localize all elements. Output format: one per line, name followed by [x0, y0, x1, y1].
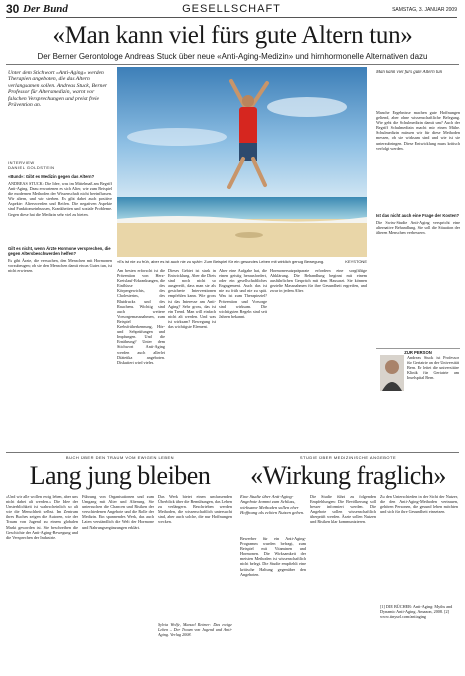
jumping-man-photo — [117, 67, 367, 257]
sidebar-title: Man kann viel fürs gute Altern tun — [376, 70, 442, 75]
answer-1: ANDREAS STUCK: Die Idee, was im Mittelmaß am Begriff Anti-Aging. Dazu erwartenen es sich Alter, wie zum Beispiel die modernen Methoden der Wissenschaft nicht beeinflussen. Wir altern, und wir sterben. Es gibt dabei auch positive Aspekte: Alterswerden und Reifen. Die negativen Aspekte sind Funktionseinbussen, Krankheiten und soziale Probleme. Gegen diese hat die Medizin sehr viel zu bieten. — [8, 181, 112, 217]
byline-name: DANIEL GOLDSTEIN — [8, 165, 55, 170]
article-intro: Unter dem Stichwort «Anti-Aging» werden Therapien angeboten, die das Altern verlangsamen sollen. Andreas Stuck, Berner Professor für Altersmedizin, warnt vor falschen Versprechungen und preist freie Prävention an. — [8, 70, 108, 109]
article2-column-1: «Und wir alle wollen ewig leben, aber uns nicht dabei alt werden.» Die Idee der Unsterblichkeit ist wahrscheinlich so alt wie die Menschheit selbst. Im Zentrum ihres Buches zeigen die Autoren, wie der Traum von Jugend zu einem globalen Markt geworden ist. Sie beschreiben die Geschichte der Anti-Aging-Bewegung und die Versprechen der Industrie. — [6, 494, 78, 540]
byline-label: INTERVIEW — [8, 160, 35, 165]
article2-column-2: Führung von Organisationen und zum Umgang mit Alter und Alterung. Sie untersuchen die Chancen und Risiken der verschiedenen Angebote und die Rolle der Medizin. Ein spannendes Werk, das auch Laien verständlich die Welt der Hormone und Nahrungsergänzungen erklärt. — [82, 494, 154, 530]
person-box-title: ZUR PERSON — [404, 350, 432, 355]
article3-intro: Eine Studie über Anti-Aging-Angebote kommt zum Schluss, wirksame Methoden sollen eher Hoffnung als echten Nutzen geben. — [240, 494, 305, 516]
page-number: 30 — [6, 2, 20, 16]
page-header — [6, 3, 457, 18]
article2-column-3: Das Werk bietet einen umfassenden Überblick über die Bemühungen, das Leben zu verlängern. Beschrieben werden Methoden, die wissenschaftlich untersucht sind, aber auch solche, die nur Hoffnungen wecken. — [158, 494, 232, 525]
photo-caption-text: «Es ist nie zu früh, aber es ist auch nie zu spät»: Zum Beispiel für ein gesundes Leben mit wirklich genug Bewegung. — [117, 259, 325, 264]
author-portrait — [380, 355, 404, 391]
article3-kicker: STUDIE ÜBER MEDIZINISCHE ANGEBOTE — [299, 455, 397, 460]
photo-caption — [117, 259, 367, 264]
question-1: «Bund»: Gibt es Medizin gegen das Altern? — [8, 174, 95, 179]
section-title: GESELLSCHAFT — [182, 3, 281, 15]
issue-date: SAMSTAG, 3. JANUAR 2009 — [392, 7, 457, 13]
article2-kicker: BUCH ÜBER DEN TRAUM VOM EWIGEN LEBEN — [65, 455, 175, 460]
article3-column-3: Zu den Unterschieden in der Sicht der Nutzer, die den Anti-Aging-Methoden vertrauen, gehören Personen, die gesund leben möchten und sich für ihre Gesundheit einsetzen. — [380, 494, 458, 515]
newspaper-name: Der Bund — [23, 3, 68, 15]
sidebar-text-2: Die Swiss-Studie Anti-Aging verspricht eine alternative Behandlung. Sie soll die Situation der älteren Menschen verbessern. — [376, 220, 460, 236]
photo-credit: KEYSTONE — [345, 259, 367, 264]
article2-book-info: Sylvia Wolfe, Manuel Reimer: Das ewige Leben – Der Traum von Jugend und Anti-Aging. Verlag 2008. — [158, 622, 232, 638]
article3-column-2: Die Studie führt zu folgenden Empfehlungen: Die Bevölkerung soll besser informiert werden. Die Angebote sollen wissenschaftlich überprüft werden. Ärzte sollen Nutzen und Risiken klar kommunizieren. — [310, 494, 376, 525]
article-column-3: Dieses Gebiet ist stark in Entwicklung. Aber die Diets sind noch nicht so ausgereift, dass man sie als gesicherte Interventionen empfehlen kann. Wie gross ist das Interesse am Anti-Aging? Sehr gross, das ist ein Trend. Man will einfach nicht alt werden. Und was ist wirksam? Bewegung ist das wichtigste Element. — [168, 268, 216, 330]
article3-column-1: Bewerber für ein Anti-Aging-Programm wurden befragt, zum Beispiel mit Vitaminen und Hormonen. Die Wirksamkeit der meisten Methoden ist wissenschaftlich nicht belegt. Die Studie empfiehlt eine kritische Haltung gegenüber den Angeboten. — [240, 536, 306, 577]
answer-2: Es gibt Ärzte, die versuchen, den Menschen mit Hormonen vorzubeugen; ob sie den Menschen damit etwas Gutes tun, ist nicht erwiesen. — [8, 258, 112, 274]
divider — [6, 64, 459, 65]
article-column-5: Hormonersatzpräparate erfordern eine sorgfältige Abklärung. Die Behandlung beginnt mit einem ausführlichen Gespräch mit dem Hausarzt. Sie können gezielte Massnahmen für ihre Gesundheit ergreifen, und zwar in jedem Alter. — [270, 268, 367, 294]
article2-headline: Lang jung bleiben — [29, 461, 211, 490]
person-box-text: Andreas Stuck ist Professor für Geriatrie an der Universität Bern. Er leitet die universitäre Klinik für Geriatrie am Inselspital Bern. — [407, 355, 459, 381]
question-2: Gilt es nicht, wenn Ärzte Hormone versprechen, die gegen Altersbeschwerden helfen? — [8, 246, 111, 256]
sidebar-text: Manche Ergebnisse machen gute Hoffnungen geltend, aber ohne wissenschaftliche Belegung. Wie geht die Schulmedizin damit um? Auch der Begriff Schulmedizin macht mir einen Mühe. Schulmedizin müssen wir für diese Methoden messen, ob sie wirksam sind und wie ist sie unterzubringen. Diese Entwicklung muss kritisch verfolgt werden. — [376, 110, 460, 151]
article-column-4: Aber eine Aufgabe hat, die einen geistig herausfordert, oder ein gesellschaftliches Engagement. Auch das ist nie zu früh und nie zu spät. Was ist zum Therapieziel? Prävention und Vorsorge sind wirksam. Die wichtigsten Regeln sind seit Jahren bekannt. — [219, 268, 267, 319]
main-headline: «Man kann viel fürs gute Altern tun» — [52, 22, 413, 49]
sidebar-question: Ist das nicht auch eine Frage der Kosten? — [376, 213, 460, 218]
article3-headline: «Wirkung fraglich» — [250, 461, 446, 490]
right-sidebar — [376, 70, 460, 290]
article-column-2: Am besten erforscht ist die Prävention von Herz-Kreislauf-Erkrankungen, die Einflüsse des Körpergewichts, des Cholesterins, des Blutdrucks und des Rauchens. Wichtig sind auch weitere Vorsorgemassnahmen, zum Beispiel Krebsfrüherkennung, Hör- und Sehprüfungen und Impfungen. Und die Ernährung? Unter dem Stichwort Anti-Aging werden auch allerlei Diätetika angeboten. Diskutiert wird vieles. — [117, 268, 165, 365]
article-intro-block — [8, 70, 112, 408]
divider — [6, 452, 459, 453]
references: [1] DIE BÜCHER: Anti-Aging: Myths and Dynamic Anti-Aging. Amazon, 2008. [2] www.tinyurl.com/antiaging — [380, 604, 453, 620]
main-subheadline: Der Berner Gerontologe Andreas Stuck über neue «Anti-Aging-Medizin» und hirnhormonelle Alternativen dazu — [37, 52, 428, 61]
